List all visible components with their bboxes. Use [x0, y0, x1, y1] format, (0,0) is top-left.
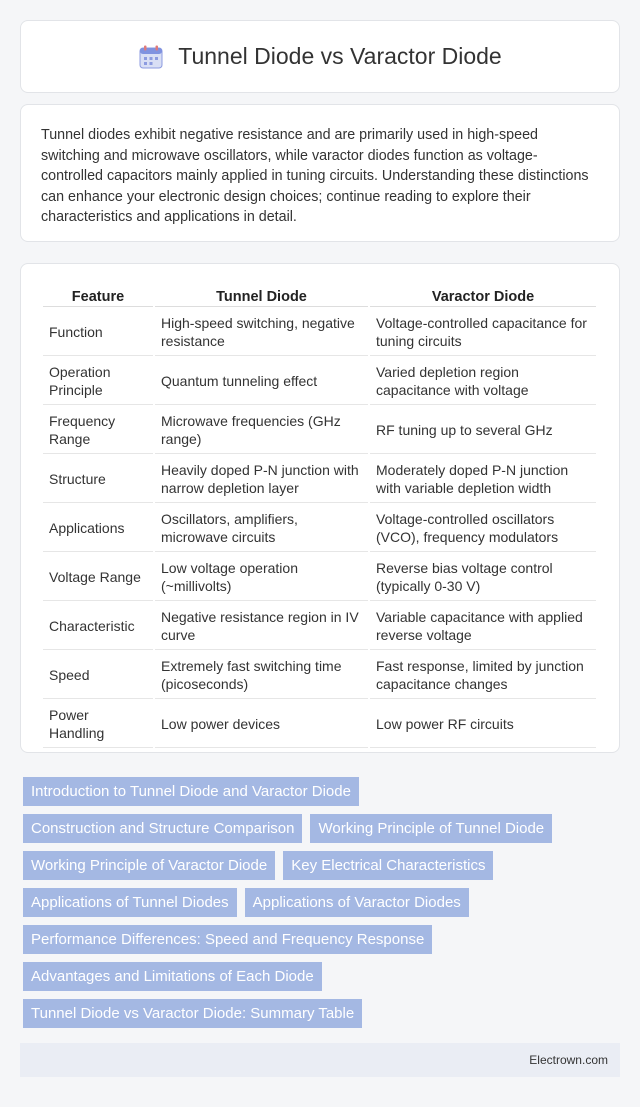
table-row [43, 554, 596, 601]
table-cell-feature: Characteristic [43, 603, 153, 650]
title-card [20, 20, 620, 93]
table-cell-tunnel: Heavily doped P-N junction with narrow depletion layer [155, 456, 368, 503]
intro-card [20, 104, 620, 242]
table-cell-feature: Operation Principle [43, 358, 153, 405]
table-cell-varactor: Voltage-controlled oscillators (VCO), frequency modulators [370, 505, 596, 552]
table-cell-tunnel: Negative resistance region in IV curve [155, 603, 368, 650]
link-row [23, 851, 603, 880]
table-row [43, 407, 596, 454]
table-row [43, 456, 596, 503]
link-row [23, 888, 603, 917]
table-cell-feature: Voltage Range [43, 554, 153, 601]
table-cell-varactor: Variable capacitance with applied reverse voltage [370, 603, 596, 650]
table-cell-feature: Function [43, 309, 153, 356]
topic-link[interactable]: Introduction to Tunnel Diode and Varactor Diode [23, 777, 359, 806]
table-cell-tunnel: High-speed switching, negative resistance [155, 309, 368, 356]
table-row [43, 701, 596, 748]
topic-link[interactable]: Key Electrical Characteristics [283, 851, 493, 880]
table-row [43, 603, 596, 650]
table-cell-varactor: Reverse bias voltage control (typically 0-30 V) [370, 554, 596, 601]
table-cell-tunnel: Low power devices [155, 701, 368, 748]
table-cell-tunnel: Oscillators, amplifiers, microwave circuits [155, 505, 368, 552]
comparison-table-card [20, 263, 620, 753]
table-cell-feature: Structure [43, 456, 153, 503]
table-cell-varactor: Low power RF circuits [370, 701, 596, 748]
footer [20, 1043, 620, 1077]
table-cell-tunnel: Microwave frequencies (GHz range) [155, 407, 368, 454]
table-row [43, 652, 596, 699]
related-links [23, 777, 603, 1036]
table-row [43, 358, 596, 405]
calendar-icon [138, 44, 164, 70]
link-row [23, 814, 603, 843]
topic-link[interactable]: Applications of Tunnel Diodes [23, 888, 237, 917]
topic-link[interactable]: Applications of Varactor Diodes [245, 888, 469, 917]
topic-link[interactable]: Construction and Structure Comparison [23, 814, 302, 843]
table-cell-varactor: Varied depletion region capacitance with voltage [370, 358, 596, 405]
table-cell-feature: Power Handling [43, 701, 153, 748]
intro-text: Tunnel diodes exhibit negative resistance and are primarily used in high-speed switching and microwave oscillators, while varactor diodes function as voltage-controlled capacitors mainly applied in tuning circuits. Understanding these distinctions can enhance your electronic design choices; continue reading to explore their characteristics and applications in detail. [41, 127, 589, 225]
table-cell-tunnel: Extremely fast switching time (picoseconds) [155, 652, 368, 699]
header-feature: Feature [43, 286, 153, 307]
footer-site[interactable]: Electrown.com [529, 1053, 608, 1067]
topic-link[interactable]: Tunnel Diode vs Varactor Diode: Summary Table [23, 999, 362, 1028]
table-cell-tunnel: Quantum tunneling effect [155, 358, 368, 405]
table-row [43, 309, 596, 356]
link-row [23, 925, 603, 954]
comparison-table [41, 284, 598, 750]
topic-link[interactable]: Performance Differences: Speed and Frequency Response [23, 925, 432, 954]
table-cell-varactor: RF tuning up to several GHz [370, 407, 596, 454]
topic-link[interactable]: Working Principle of Varactor Diode [23, 851, 275, 880]
table-cell-varactor: Moderately doped P-N junction with variable depletion width [370, 456, 596, 503]
topic-link[interactable]: Working Principle of Tunnel Diode [310, 814, 552, 843]
link-row [23, 999, 603, 1028]
table-cell-varactor: Fast response, limited by junction capacitance changes [370, 652, 596, 699]
table-cell-tunnel: Low voltage operation (~millivolts) [155, 554, 368, 601]
table-cell-feature: Applications [43, 505, 153, 552]
table-cell-varactor: Voltage-controlled capacitance for tuning circuits [370, 309, 596, 356]
link-row [23, 962, 603, 991]
topic-link[interactable]: Advantages and Limitations of Each Diode [23, 962, 322, 991]
table-row [43, 505, 596, 552]
header-tunnel-diode: Tunnel Diode [155, 286, 368, 307]
link-row [23, 777, 603, 806]
page-title: Tunnel Diode vs Varactor Diode [178, 43, 502, 69]
header-varactor-diode: Varactor Diode [370, 286, 596, 307]
table-header-row [43, 286, 596, 307]
table-cell-feature: Frequency Range [43, 407, 153, 454]
table-cell-feature: Speed [43, 652, 153, 699]
